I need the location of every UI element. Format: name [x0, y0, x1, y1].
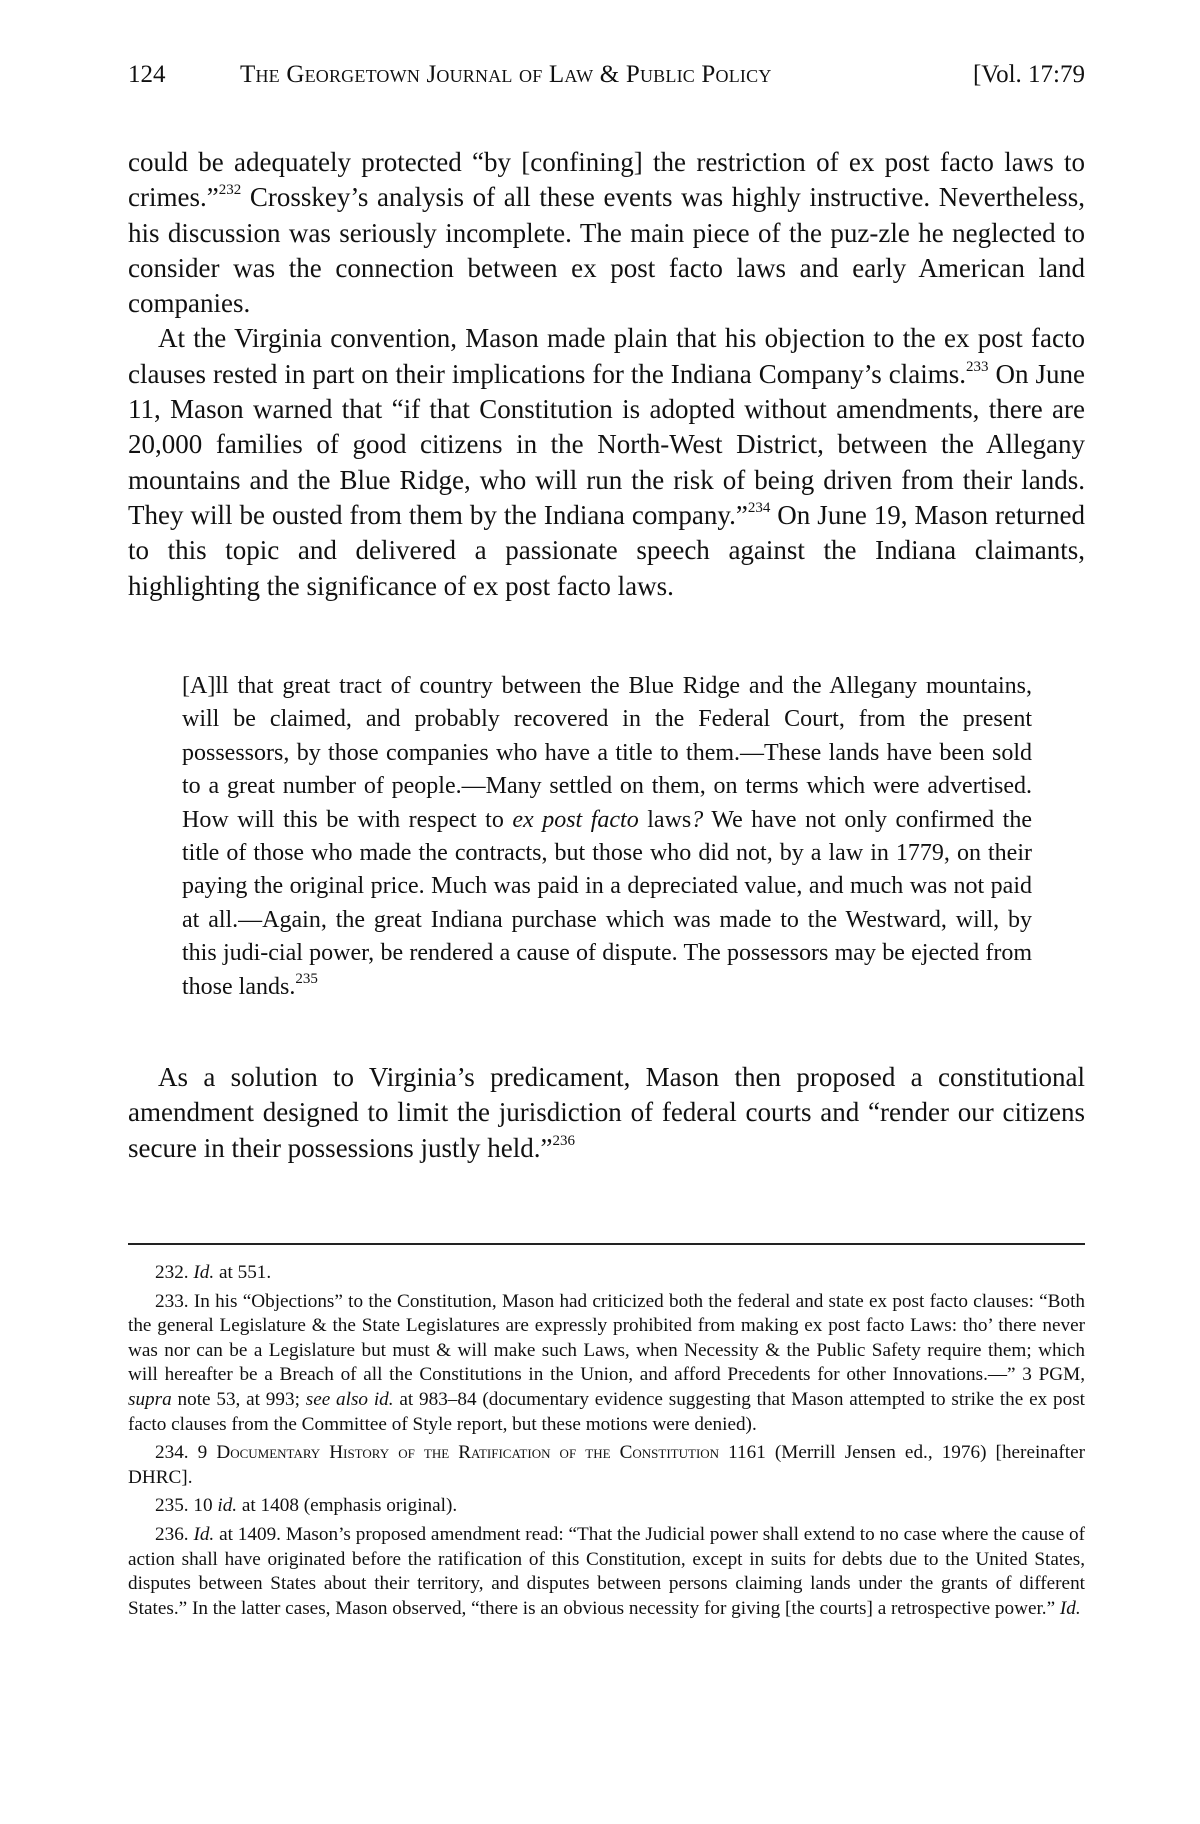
paragraph-2: At the Virginia convention, Mason made plain that his objection to the ex post facto clauses rested in part on their implications for the Indiana Company’s claims.$^{233}$ On June 11, Mason warned that “if that Constitution is adopted without amendments, there are 20,000 families of good citizens in the North-West District, between the Allegany mountains and the Blue Ridge, who will run the risk of being driven from their lands. They will be ousted from them by the Indiana company.”$^{234}$ On June 19, Mason returned to this topic and delivered a passionate speech against the Indiana claimants, highlighting the significance of ex post facto laws. — [128, 323, 1085, 601]
footnote-232: 232. Id. at 551. — [155, 1262, 272, 1283]
paragraph-1: could be adequately protected “by [confining] the restriction of ex post facto laws to crimes.”$^{232}$ Crosskey’s analysis of all these events was highly instructive. Nevertheless, his discussion was seriously incomplete. The main piece of the puz-zle he neglected to consider was the connection between ex post facto laws and early American land companies. — [128, 147, 1085, 319]
footnote-ref-235[interactable]: 235 — [295, 970, 318, 987]
footnote-ref-233[interactable]: 233 — [966, 358, 989, 375]
page-number: 124 — [128, 61, 166, 88]
footnote-234: 234. 9 Documentary History of the Ratification of the Constitution 1161 (Merrill Jensen ed., 1976) [hereinafter DHRC]. — [128, 1442, 1086, 1488]
running-header — [128, 58, 1085, 92]
footnote-ref-234[interactable]: 234 — [747, 499, 771, 516]
footnote-divider — [128, 1243, 1085, 1245]
volume-citation: [Vol. 17:79 — [972, 61, 1085, 88]
footnote-235: 235. 10 id. at 1408 (emphasis original). — [155, 1495, 458, 1517]
footnote-233: 233. In his “Objections” to the Constitution, Mason had criticized both the federal and state ex post facto clauses: “Both the general Legislature & the State Legislatures are expressly prohibited from making ex post facto Laws: tho’ there never was nor can be a Legislature but must & will make such Laws, when Necessity & the Public Safety require them; which will hereafter be a Breach of all the Constitutions in the Union, and afford Precedents for other Innovations.—” 3 PGM, supra note 53, at 993; see also id. at 983–84 (documentary evidence suggesting that Mason attempted to strike the ex post facto clauses from the Committee of Style report, but these motions were denied). — [128, 1290, 1086, 1435]
footnote-236: 236. Id. at 1409. Mason’s proposed amendment read: “That the Judicial power shall extend to no case where the cause of action shall have originated before the ratification of this Constitution, except in suits for debts due to the United States, disputes between States about their territory, and disputes between persons claiming lands under the grants of different States.” In the latter cases, Mason observed, “there is an obvious necessity for giving [the courts] a retrospective power.” Id. — [128, 1523, 1086, 1619]
footnotes — [128, 1261, 1085, 1625]
footnote-ref-232[interactable]: 232 — [218, 182, 242, 199]
paragraph-3: As a solution to Virginia’s predicament, Mason then proposed a constitutional amendment designed to limit the jurisdiction of federal courts and “render our citizens secure in their possessions justly held.”$^{236}$ — [128, 1062, 1085, 1163]
journal-title: The Georgetown Journal of Law & Public Policy — [240, 61, 772, 88]
main-text — [128, 145, 1085, 604]
footnote-ref-236[interactable]: 236 — [552, 1132, 575, 1149]
emphasis-ex-post-facto: ex post facto — [512, 806, 639, 833]
block-quote: [A]ll that great tract of country between the Blue Ridge and the Allegany mountains, will be claimed, and probably recovered in the Federal Court, from the present possessors, by those companies who have a title to them.—These lands have been sold to a great number of people.—Many settled on them, on terms which were advertised. How will this be with respect to ex post facto laws? We have not only confirmed the title of those who made the contracts, but those who did not, by a law in 1779, on their paying the original price. Much was paid in a depreciated value, and much was not paid at all.—Again, the great Indiana purchase which was made to the Westward, will, by this judi-cial power, be rendered a cause of dispute. The possessors may be ejected from those lands.$^{235}$ — [182, 673, 1032, 1000]
